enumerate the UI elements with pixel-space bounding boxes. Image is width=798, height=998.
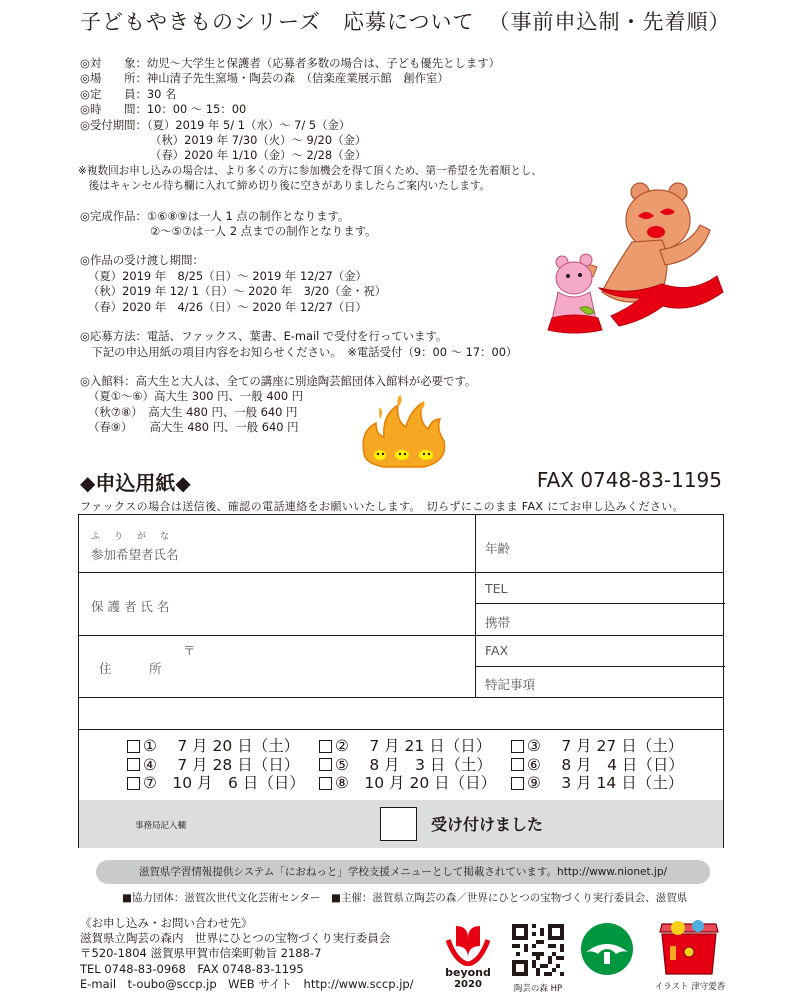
beyond-year: 2020 [454, 979, 482, 990]
qr-code-icon[interactable] [512, 924, 564, 976]
qr-block [506, 924, 570, 994]
note-line: 後はキャンセル待ち欄に入れて締め切り後に空きがありましたらご案内いたします。 [78, 180, 491, 193]
shiga-emblem-icon [580, 922, 634, 976]
contact-line: E-mail t-oubo@sccp.jp WEB サイト http://www.sccp.jp/ [80, 976, 414, 991]
info-line: ◎定 員：30 名 [80, 86, 177, 101]
title-sub: （事前申込制・先着順） [488, 10, 731, 34]
title-main: 子どもやきものシリーズ 応募について [80, 10, 475, 34]
fax-field[interactable] [519, 638, 719, 664]
notes-field[interactable] [539, 669, 719, 695]
session-option[interactable] [127, 737, 319, 756]
session-label: ③ 7 月 27 日（土） [527, 737, 684, 755]
session-label: ⑨ 3 月 14 日（土） [527, 774, 684, 792]
session-option[interactable] [511, 756, 703, 775]
participant-name-label: 参加希望者氏名 [91, 547, 179, 562]
note-line: ※複数回お申し込みの場合は、より多くの方に参加機会を得て頂くため、第一希望を先着順とし、 [78, 164, 542, 177]
schedule-grid [127, 737, 703, 793]
session-option[interactable] [127, 774, 319, 793]
session-label: ⑤ 8 月 3 日（土） [335, 755, 492, 774]
checkbox[interactable] [319, 777, 332, 790]
info-line: ◎受付期間：（夏）2019 年 5/ 1（水）～ 7/ 5（金） [80, 117, 351, 132]
session-label: ⑦ 10 月 6 日（日） [143, 774, 305, 792]
session-label: ① 7 月 20 日（土） [143, 737, 300, 755]
flame-illustration [358, 395, 450, 475]
guardian-name-field[interactable] [209, 575, 469, 633]
session-label: ⑧ 10 月 20 日（日） [335, 774, 497, 792]
session-label: ② 7 月 21 日（日） [335, 737, 492, 755]
age-field[interactable] [529, 519, 719, 569]
tel-label: TEL [485, 581, 508, 596]
address-label: 住 所 [99, 661, 162, 676]
session-option[interactable] [511, 774, 703, 793]
checkbox[interactable] [511, 758, 524, 771]
office-use-label: 事務局記入欄 [135, 821, 187, 831]
delivery-line: （春）2020 年 4/26（日）～ 2020 年 12/27（日） [88, 299, 367, 314]
session-option[interactable] [511, 737, 703, 756]
schedule-row [127, 737, 703, 756]
contact-line: 滋賀県立陶芸の森内 世界にひとつの宝物づくり実行委員会 [80, 931, 391, 946]
delivery-line: （秋）2019 年 12/ 1（日）～ 2020 年 3/20（金・祝） [88, 284, 387, 299]
received-label: 受け付けました [431, 815, 544, 834]
info-line: ◎時 間：10：00 ～ 15：00 [80, 102, 247, 117]
info-line: ◎対 象：幼児～大学生と保護者（応募者多数の場合は、子ども優先とします） [80, 56, 501, 70]
guardian-name-label: 保 護 者 氏 名 [91, 599, 170, 614]
delivery-title: ◎作品の受け渡し期間： [80, 253, 204, 268]
address-field[interactable] [199, 639, 469, 695]
contact-block [80, 916, 414, 992]
furigana-label: ふりがな [91, 532, 184, 542]
notes-label: 特記事項 [485, 677, 536, 692]
fee-title: ◎入館料：高大生と大人は、全ての講座に別途陶芸館団体入館料が必要です。 [80, 373, 477, 388]
fee-line: （春⑨） 高大生 480 円、一般 640 円 [88, 420, 299, 435]
form-heading: ◆申込用紙◆ [80, 471, 191, 495]
session-label: ④ 7 月 28 日（日） [143, 755, 300, 774]
works-line: ◎完成作品：①⑥⑧⑨は一人 1 点の制作となります。 [80, 208, 350, 223]
delivery-line: （夏）2019 年 8/25（日）～ 2019 年 12/27（金） [88, 268, 367, 283]
checkbox[interactable] [511, 740, 524, 753]
period-line: （秋）2019 年 7/30（火）～ 9/20（金） [150, 133, 367, 148]
info-line: ◎場 所：神山清子先生窯場・陶芸の森 （信楽産業展示館 創作室） [80, 71, 449, 86]
contact-line: TEL 0748-83-0968 FAX 0748-83-1195 [80, 961, 304, 976]
participant-name-field[interactable] [269, 519, 469, 569]
tel-field[interactable] [519, 575, 719, 601]
contact-line: 〒520-1804 滋賀県甲賀市信楽町勅旨 2188-7 [80, 946, 322, 961]
treasure-illustration [650, 920, 730, 992]
extra-field[interactable] [83, 700, 719, 727]
beyond-logo-icon [440, 922, 496, 966]
mobile-field[interactable] [519, 606, 719, 632]
illustration-credit: イラスト 津守愛香 [654, 982, 726, 992]
checkbox[interactable] [511, 777, 524, 790]
beyond-label: beyond [445, 966, 491, 979]
page-title [80, 6, 731, 36]
checkbox[interactable] [127, 758, 140, 771]
session-option[interactable] [319, 756, 511, 775]
office-use-section [79, 800, 723, 848]
session-option[interactable] [319, 774, 511, 793]
schedule-row [127, 756, 703, 775]
session-label: ⑥ 8 月 4 日（日） [527, 755, 684, 774]
fee-line: （秋⑦⑧） 高大生 480 円、一般 640 円 [88, 404, 298, 419]
works-line: ②～⑤⑦は一人 2 点までの制作となります。 [150, 224, 377, 239]
application-form [78, 514, 724, 848]
mobile-label: 携帯 [485, 615, 511, 630]
received-checkbox[interactable] [380, 807, 417, 841]
checkbox[interactable] [127, 777, 140, 790]
fee-line: （夏①～⑥）高大生 300 円、一般 400 円 [88, 389, 304, 404]
bear-illustration [540, 180, 730, 340]
period-line: （春）2020 年 1/10（金）～ 2/28（金） [150, 148, 367, 163]
contact-line: 《お申し込み・お問い合わせ先》 [80, 916, 253, 930]
session-option[interactable] [319, 737, 511, 756]
apply-line: ◎応募方法：電話、ファックス、葉書、E-mail で受付を行っています。 [80, 329, 448, 344]
checkbox[interactable] [127, 740, 140, 753]
checkbox[interactable] [319, 758, 332, 771]
fax-note: ファックスの場合は送信後、確認の電話連絡をお願いいたします。 切らずにこのまま FAX にてお申し込みください。 [80, 500, 685, 513]
schedule-row [127, 774, 703, 793]
session-option[interactable] [127, 756, 319, 775]
info-block [80, 56, 542, 436]
fax-number: FAX 0748-83-1195 [536, 468, 722, 492]
fax-label: FAX [485, 643, 509, 658]
treasure-box-icon [656, 920, 722, 976]
apply-line: 下記の申込用紙の項目内容をお知らせください。 ※電話受付（9：00 ～ 17：00） [80, 344, 518, 359]
nionet-banner: 滋賀県学習情報提供システム「におねっと」学校支援メニューとして掲載されています。http://www.nionet.jp/ [96, 860, 710, 884]
qr-caption: 陶芸の森 HP [513, 984, 563, 994]
postal-mark: 〒 [183, 643, 196, 658]
checkbox[interactable] [319, 740, 332, 753]
beyond-2020-logo [440, 922, 496, 990]
age-label: 年齢 [485, 541, 511, 556]
organizers-line: ■協力団体：滋賀次世代文化芸術センター ■主催：滋賀県立陶芸の森／世界にひとつの宝物づくり実行委員会、滋賀県 [122, 892, 688, 904]
